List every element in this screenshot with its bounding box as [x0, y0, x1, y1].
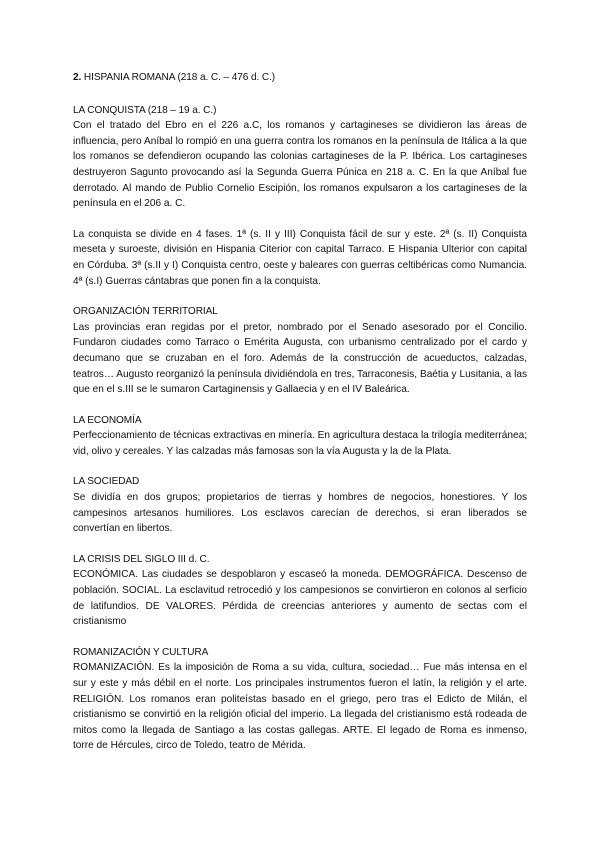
paragraph: Se dividía en dos grupos; propietarios de tierras y hombres de negocios, honestiores. Y los campesinos artesanos humiliores. Los esclavos carecían de derechos, si eran liberados se convertían en libertos. — [73, 492, 527, 535]
section-romanizacion — [73, 645, 527, 754]
paragraph: ROMANIZACIÓN. Es la imposición de Roma a su vida, cultura, sociedad… Fue más intensa en el sur y este y más débil en el norte. Los principales instrumentos fueron el latín, la religión y el arte. RELIGIÓN. Los romanos eran politeístas basado en el griego, pero tras el Edicto de Milán, el cristianismo se convirtió en la religión oficial del imperio. La llegada del cristianismo está rodeada de mitos como la llegada de Santiago a las costas gallegas. ARTE. El legado de Roma es inmenso, torre de Hércules, circo de Toledo, teatro de Mérida. — [73, 662, 527, 752]
section-heading: LA CONQUISTA (218 – 19 a. C.) — [73, 104, 217, 116]
section-heading: LA ECONOMÍA — [73, 414, 142, 426]
document-title — [73, 70, 527, 86]
section-heading: LA CRISIS DEL SIGLO III d. C. — [73, 553, 210, 565]
section-heading: LA SOCIEDAD — [73, 476, 140, 488]
paragraph: La conquista se divide en 4 fases. 1ª (s. II y III) Conquista fácil de sur y este. 2ª (s. II) Conquista meseta y suroeste, división en Hispania Citerior con capital Tarraco. E Hispania Ulterior con capital en Córduba. 3ª (s.II y I) Conquista centro, oeste y baleares con guerras celtibéricas como Numancia. 4ª (s.I) Guerras cántabras que ponen fin a la conquista. — [73, 228, 527, 287]
section-heading: ORGANIZACIÓN TERRITORIAL — [73, 306, 218, 318]
section-crisis — [73, 552, 527, 630]
paragraph: Perfeccionamiento de técnicas extractivas en minería. En agricultura destaca la trilogía mediterránea; vid, olivo y cereales. Y las calzadas más famosas son la vía Augusta y la de la Plata. — [73, 430, 527, 457]
paragraph: Las provincias eran regidas por el pretor, nombrado por el Senado asesorado por el Concilio. Fundaron ciudades como Tarraco o Emérita Augusta, con urbanismo centralizado por el cardo y decumano que se cruzaban en el foro. Además de la construcción de acueductos, calzadas, teatros… Augusto reorganizó la península dividiéndola en tres, Tarraconesis, Baétia y Lusitania, a las que en el s.III se le sumaron Cartaginensis y Gallaecia y en el IV Baleárica. — [73, 321, 527, 396]
section-sociedad — [73, 474, 527, 536]
paragraph: ECONÓMICA. Las ciudades se despoblaron y escaseó la moneda. DEMOGRÁFICA. Descenso de población. SOCIAL. La esclavitud retrocedió y los campesionos se convirtieron en colonos al serficio de latifundios. DE VALORES. Pérdida de creencias anteriores y aumento de sectas com el cristianismo — [73, 569, 527, 628]
section-economia — [73, 413, 527, 460]
document-body — [73, 70, 527, 769]
section-conquista — [73, 103, 527, 290]
paragraph: Con el tratado del Ebro en el 226 a.C, los romanos y cartagineses se dividieron las áreas de influencia, pero Aníbal lo rompió en una guerra contra los romanos en la península de Itálica a la que los romanos se defendieron ocupando las colonias cartagineses de la P. Ibérica. Los cartagineses destruyeron Sagunto provocando así la Segunda Guerra Púnica en 218 a. C. En la que Aníbal fue derrotado. Al mando de Publio Cornelio Escipión, los romanos expulsaron a los cartagineses de la península en el 206 a. C. — [73, 120, 527, 210]
title-text: HISPANIA ROMANA (218 a. C. – 476 d. C.) — [81, 72, 276, 83]
title-number: 2. — [73, 72, 82, 83]
section-organizacion — [73, 304, 527, 398]
section-heading: ROMANIZACIÓN Y CULTURA — [73, 646, 209, 658]
